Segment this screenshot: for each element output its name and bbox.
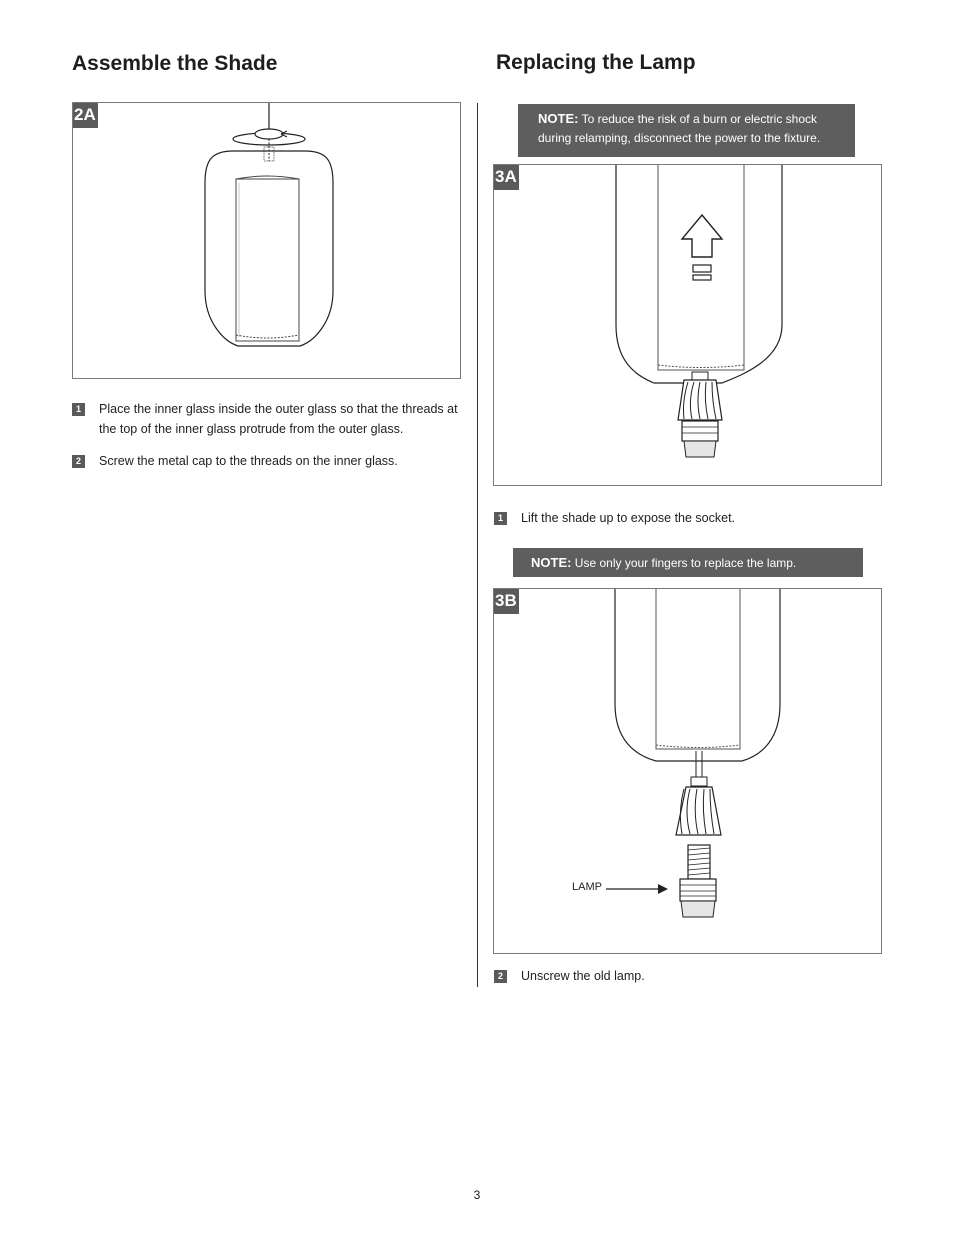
page-number: 3: [473, 1188, 481, 1202]
lift-shade-illustration: [494, 165, 882, 486]
figure-2a: [72, 102, 461, 379]
step-number: 2: [494, 970, 507, 983]
shade-assembly-illustration: [73, 103, 461, 379]
section-title-replacing-lamp: Replacing the Lamp: [496, 51, 696, 74]
unscrew-lamp-illustration: [494, 589, 882, 954]
lamp-label: LAMP: [572, 881, 602, 893]
note-text: To reduce the risk of a burn or electric shock during relamping, disconnect the power to the fixture.: [538, 112, 821, 145]
note-label: NOTE:: [538, 111, 579, 126]
step-number: 1: [72, 403, 85, 416]
note-box-power: [518, 104, 855, 157]
figure-tag-2a: 2A: [73, 103, 100, 130]
section-title-assemble-shade: Assemble the Shade: [72, 52, 278, 75]
step-text: Unscrew the old lamp.: [521, 969, 645, 983]
figure-3a: [493, 164, 882, 486]
step-number: 1: [494, 512, 507, 525]
figure-tag-3b: 3B: [494, 589, 521, 616]
column-divider: [477, 103, 478, 987]
note-text: Use only your fingers to replace the lamp.: [574, 556, 797, 570]
note-label: NOTE:: [531, 555, 572, 570]
step-item: [494, 508, 874, 528]
figure-3b: [493, 588, 882, 954]
step-number: 2: [72, 455, 85, 468]
step-item: [72, 451, 467, 471]
step-text: Lift the shade up to expose the socket.: [521, 511, 736, 525]
step-item: [72, 399, 467, 439]
step-text: Screw the metal cap to the threads on the inner glass.: [99, 454, 398, 468]
figure-tag-3a: 3A: [494, 165, 521, 192]
step-item: [494, 966, 874, 986]
note-box-fingers: [513, 548, 863, 577]
step-text: Place the inner glass inside the outer glass so that the threads at the top of the inner glass protrude from the outer glass.: [99, 402, 458, 436]
